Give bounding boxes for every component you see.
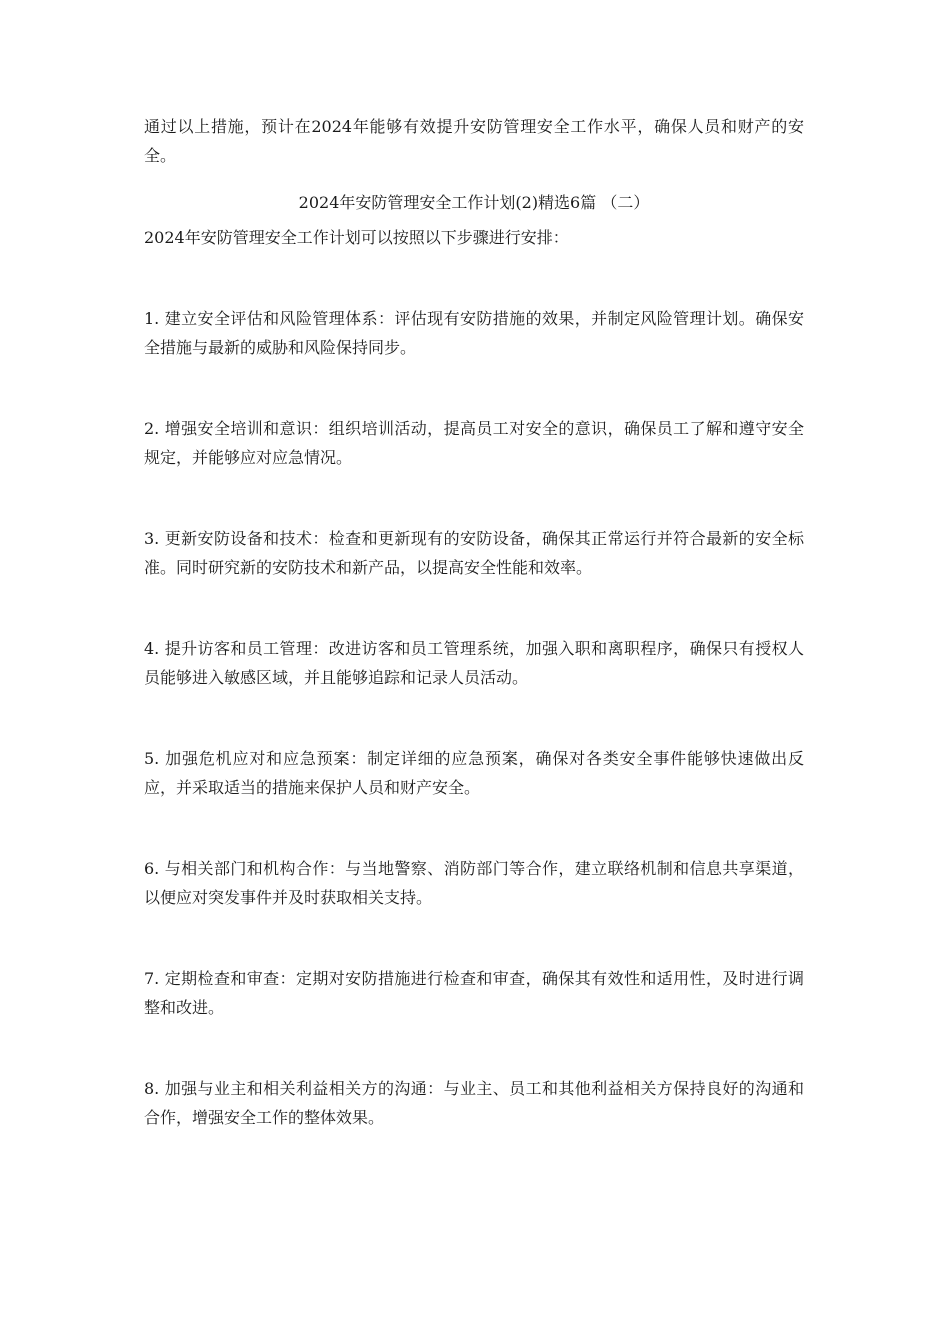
lead-paragraph: 2024年安防管理安全工作计划可以按照以下步骤进行安排： xyxy=(144,228,569,247)
list-item-2: 2. 增强安全培训和意识：组织培训活动，提高员工对安全的意识，确保员工了解和遵守安全规定，并能够应对应急情况。 xyxy=(144,419,804,467)
list-item-4: 4. 提升访客和员工管理：改进访客和员工管理系统，加强入职和离职程序，确保只有授权人员能够进入敏感区域，并且能够追踪和记录人员活动。 xyxy=(144,639,804,687)
list-item-8: 8. 加强与业主和相关利益相关方的沟通：与业主、员工和其他利益相关方保持良好的沟通和合作，增强安全工作的整体效果。 xyxy=(144,1079,804,1127)
list-item-3: 3. 更新安防设备和技术：检查和更新现有的安防设备，确保其正常运行并符合最新的安全标准。同时研究新的安防技术和新产品，以提高安全性能和效率。 xyxy=(144,529,804,577)
list-item-5: 5. 加强危机应对和应急预案：制定详细的应急预案，确保对各类安全事件能够快速做出反应，并采取适当的措施来保护人员和财产安全。 xyxy=(144,749,804,797)
intro-paragraph: 通过以上措施，预计在2024年能够有效提升安防管理安全工作水平，确保人员和财产的安全。 xyxy=(144,117,804,165)
document-body xyxy=(144,112,804,1184)
list-item-1: 1. 建立安全评估和风险管理体系：评估现有安防措施的效果，并制定风险管理计划。确保安全措施与最新的威胁和风险保持同步。 xyxy=(144,309,804,357)
list-item-7: 7. 定期检查和审查：定期对安防措施进行检查和审查，确保其有效性和适用性，及时进行调整和改进。 xyxy=(144,969,804,1017)
list-item-6: 6. 与相关部门和机构合作：与当地警察、消防部门等合作，建立联络机制和信息共享渠道，以便应对突发事件并及时获取相关支持。 xyxy=(144,859,804,907)
section-title: 2024年安防管理安全工作计划(2)精选6篇 （二） xyxy=(298,193,650,212)
